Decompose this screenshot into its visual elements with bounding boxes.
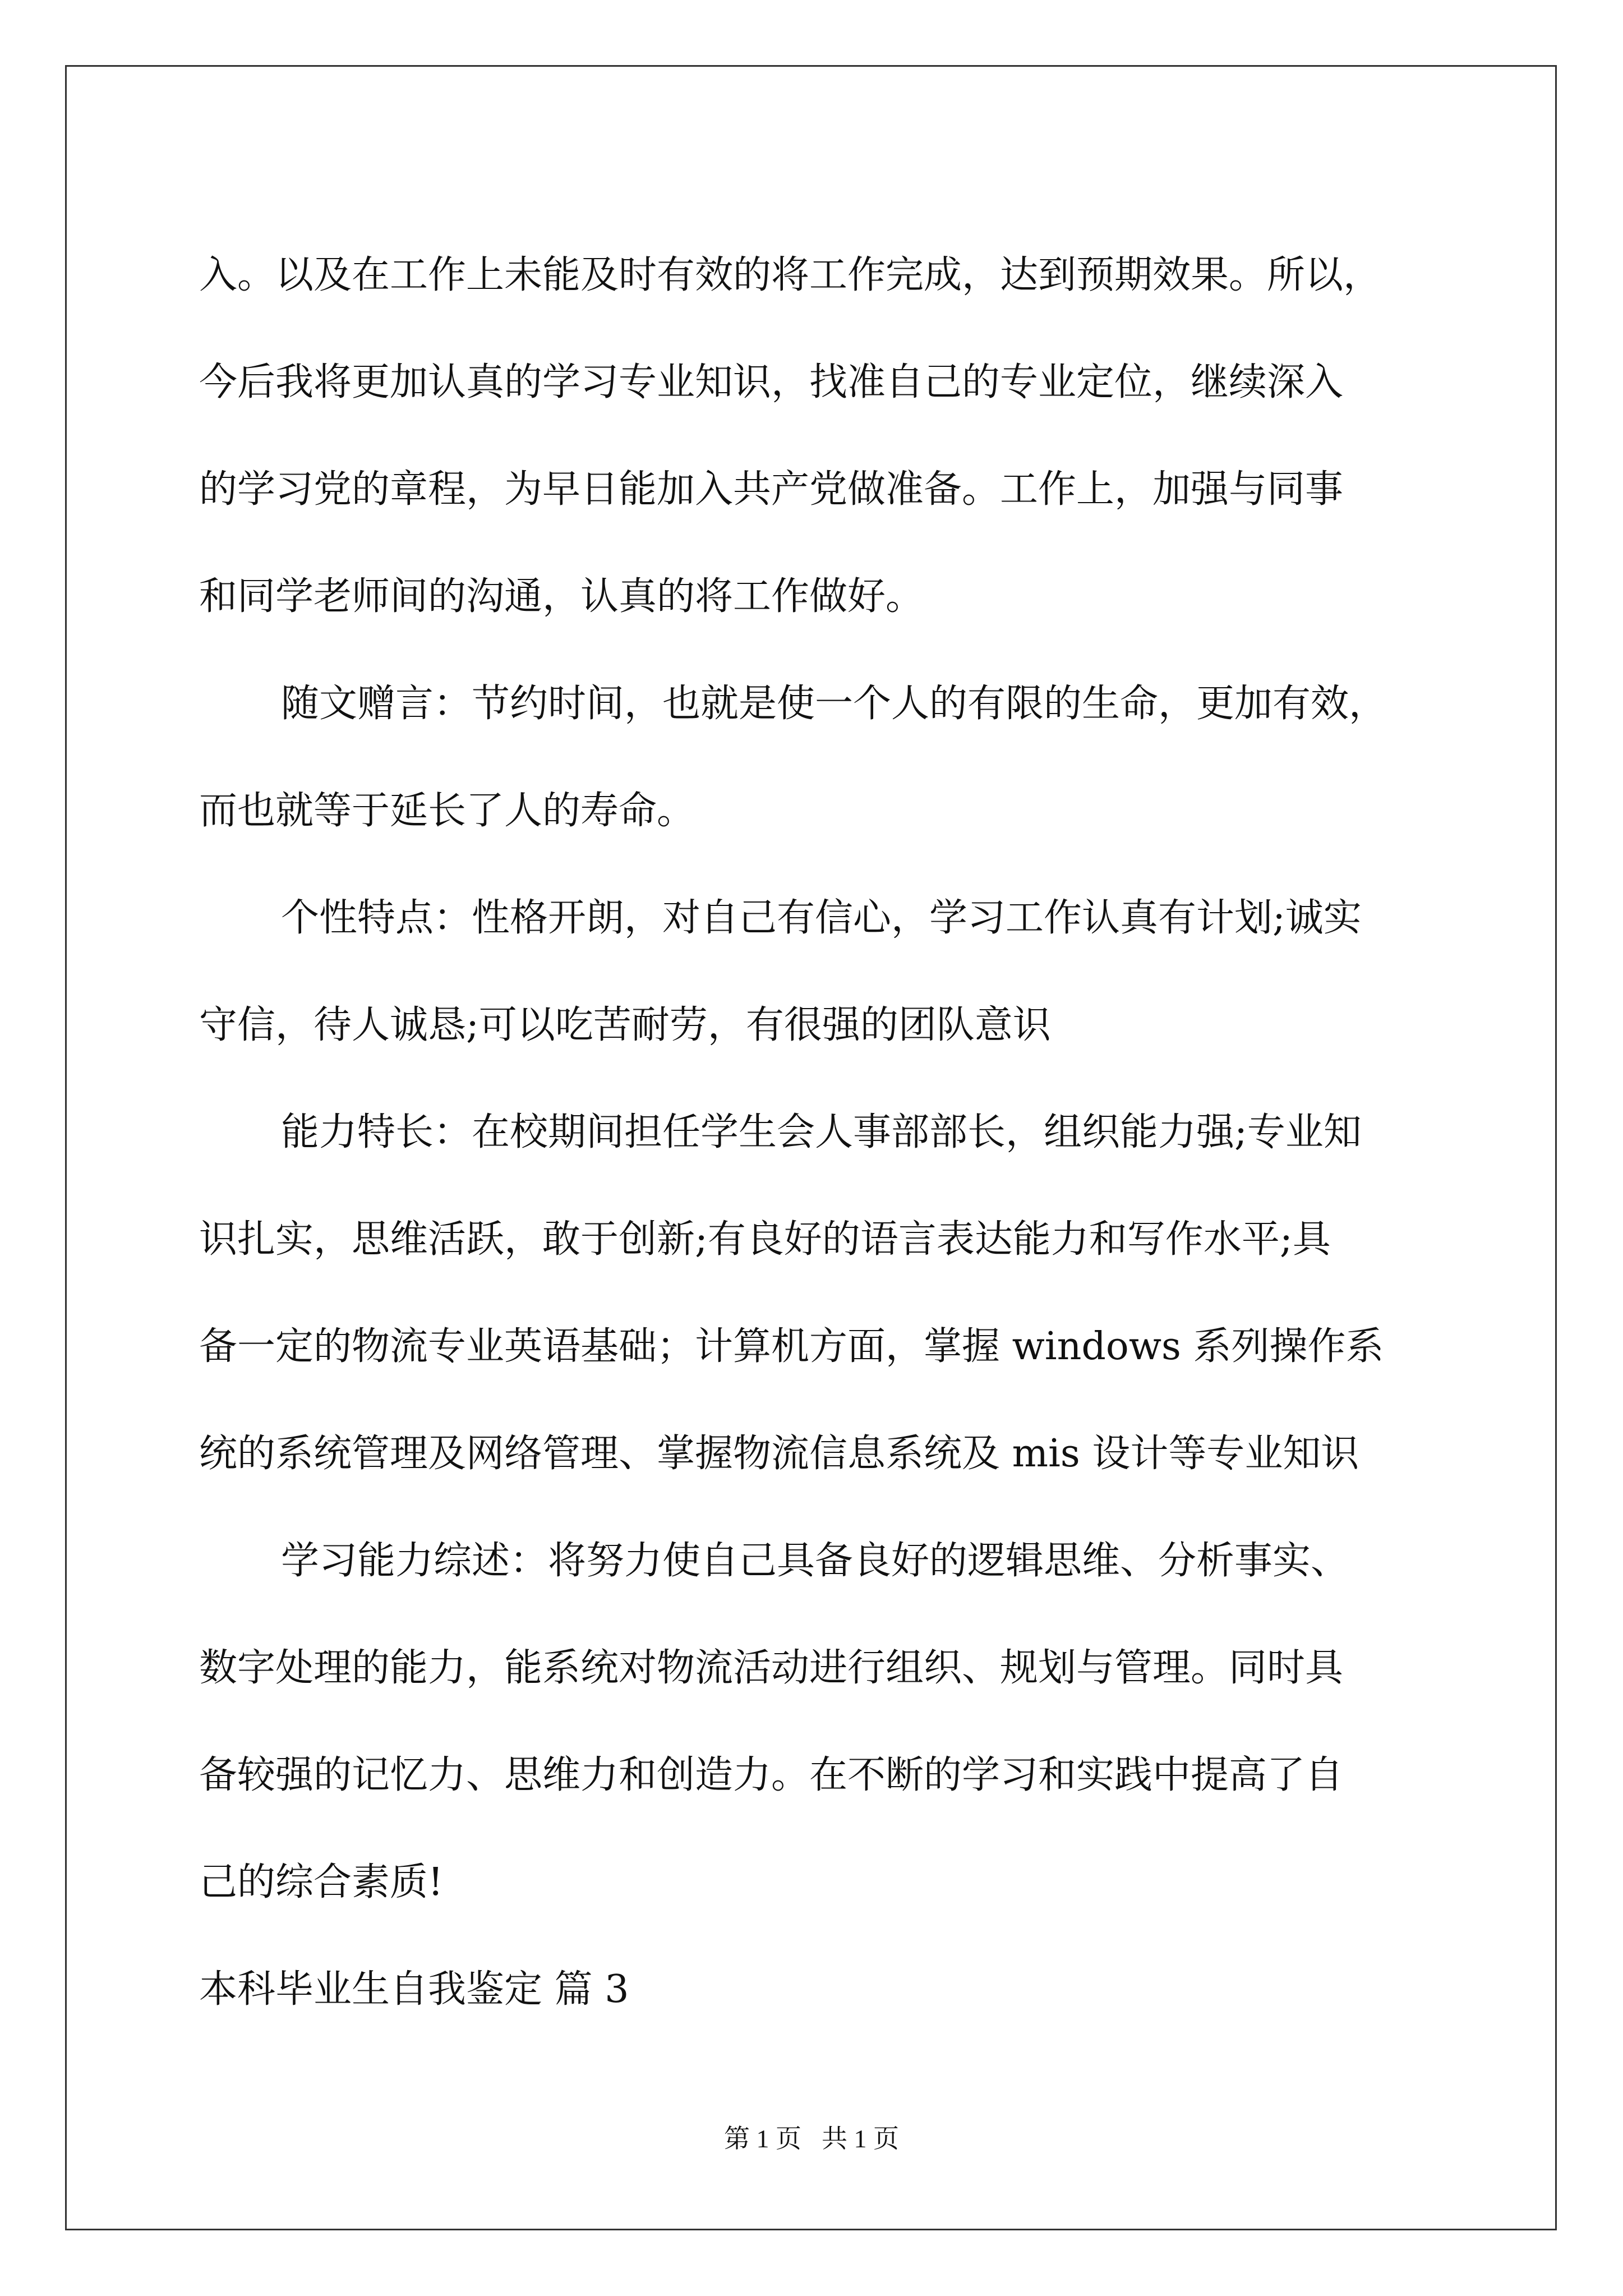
text-line: 识扎实，思维活跃，敢于创新;有良好的语言表达能力和写作水平;具 [199, 1217, 1331, 1262]
text-line: 数字处理的能力，能系统对物流活动进行组织、规划与管理。同时具 [199, 1646, 1344, 1690]
paragraph-start-line: 能力特长：在校期间担任学生会人事部部长，组织能力强;专业知 [281, 1110, 1362, 1154]
text-line: 的学习党的章程，为早日能加入共产党做准备。工作上，加强与同事 [199, 467, 1344, 512]
text-line: 守信，待人诚恳;可以吃苦耐劳，有很强的团队意识 [199, 1003, 1051, 1047]
page-number-current: 第 1 页 [724, 2124, 801, 2153]
paragraph-start-line: 学习能力综述：将努力使自己具备良好的逻辑思维、分析事实、 [281, 1539, 1349, 1583]
document-body [199, 222, 1433, 2043]
text-line: 备一定的物流专业英语基础；计算机方面，掌握 windows 系列操作系 [199, 1324, 1384, 1369]
text-line: 己的综合素质! [199, 1860, 444, 1904]
text-line: 而也就等于延长了人的寿命。 [199, 789, 695, 833]
text-line: 入。以及在工作上未能及时有效的将工作完成，达到预期效果。所以， [199, 253, 1382, 297]
text-line: 今后我将更加认真的学习专业知识，找准自己的专业定位，继续深入 [199, 360, 1344, 404]
page-number-total: 共 1 页 [822, 2124, 899, 2153]
text-line: 和同学老师间的沟通，认真的将工作做好。 [199, 574, 924, 619]
text-line: 备较强的记忆力、思维力和创造力。在不断的学习和实践中提高了自 [199, 1753, 1344, 1797]
page-footer [0, 2122, 1623, 2156]
section-heading: 本科毕业生自我鉴定 篇 3 [199, 1967, 629, 2012]
paragraph-start-line: 个性特点：性格开朗，对自己有信心，学习工作认真有计划;诚实 [281, 896, 1362, 940]
text-line: 统的系统管理及网络管理、掌握物流信息系统及 mis 设计等专业知识 [199, 1432, 1359, 1476]
paragraph-start-line: 随文赠言：节约时间，也就是使一个人的有限的生命，更加有效， [281, 682, 1387, 726]
